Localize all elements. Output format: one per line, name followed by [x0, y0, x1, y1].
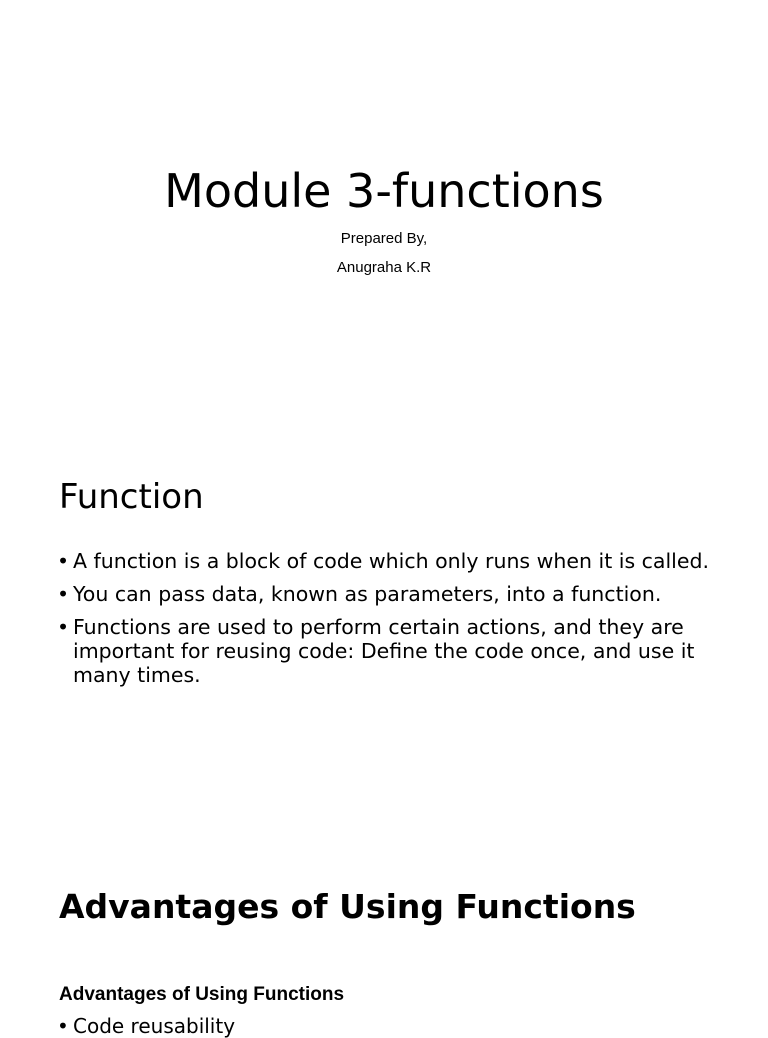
title-slide — [0, 0, 768, 430]
bullet-item — [57, 582, 717, 606]
advantages-slide — [0, 840, 768, 1038]
bullet-list — [57, 549, 717, 696]
bullet-item — [57, 1014, 235, 1038]
bullet-item — [57, 549, 717, 573]
bullet-list — [57, 1014, 235, 1038]
bullet-text: Code reusability — [73, 1014, 236, 1038]
author-name: Anugraha K.R — [336, 259, 432, 276]
slide-heading: Advantages of Using Functions — [59, 887, 636, 926]
slide-heading: Function — [59, 477, 204, 517]
bullet-text: You can pass data, known as parameters, into a function. — [73, 582, 662, 606]
bullet-item — [57, 615, 717, 687]
bullet-icon: • — [57, 1014, 69, 1038]
bullet-icon: • — [57, 615, 70, 639]
function-slide — [0, 430, 768, 840]
presentation-title: Module 3-functions — [164, 164, 604, 218]
section-subheading: Advantages of Using Functions — [59, 984, 345, 1005]
prepared-by-label: Prepared By, — [340, 230, 428, 247]
bullet-text: A function is a block of code which only runs when it is called. — [73, 549, 710, 573]
bullet-text: Functions are used to perform certain actions, and they are important for reusing code: Define the code once, and use it many times. — [73, 615, 695, 687]
bullet-icon: • — [57, 549, 70, 573]
bullet-icon: • — [57, 582, 70, 606]
